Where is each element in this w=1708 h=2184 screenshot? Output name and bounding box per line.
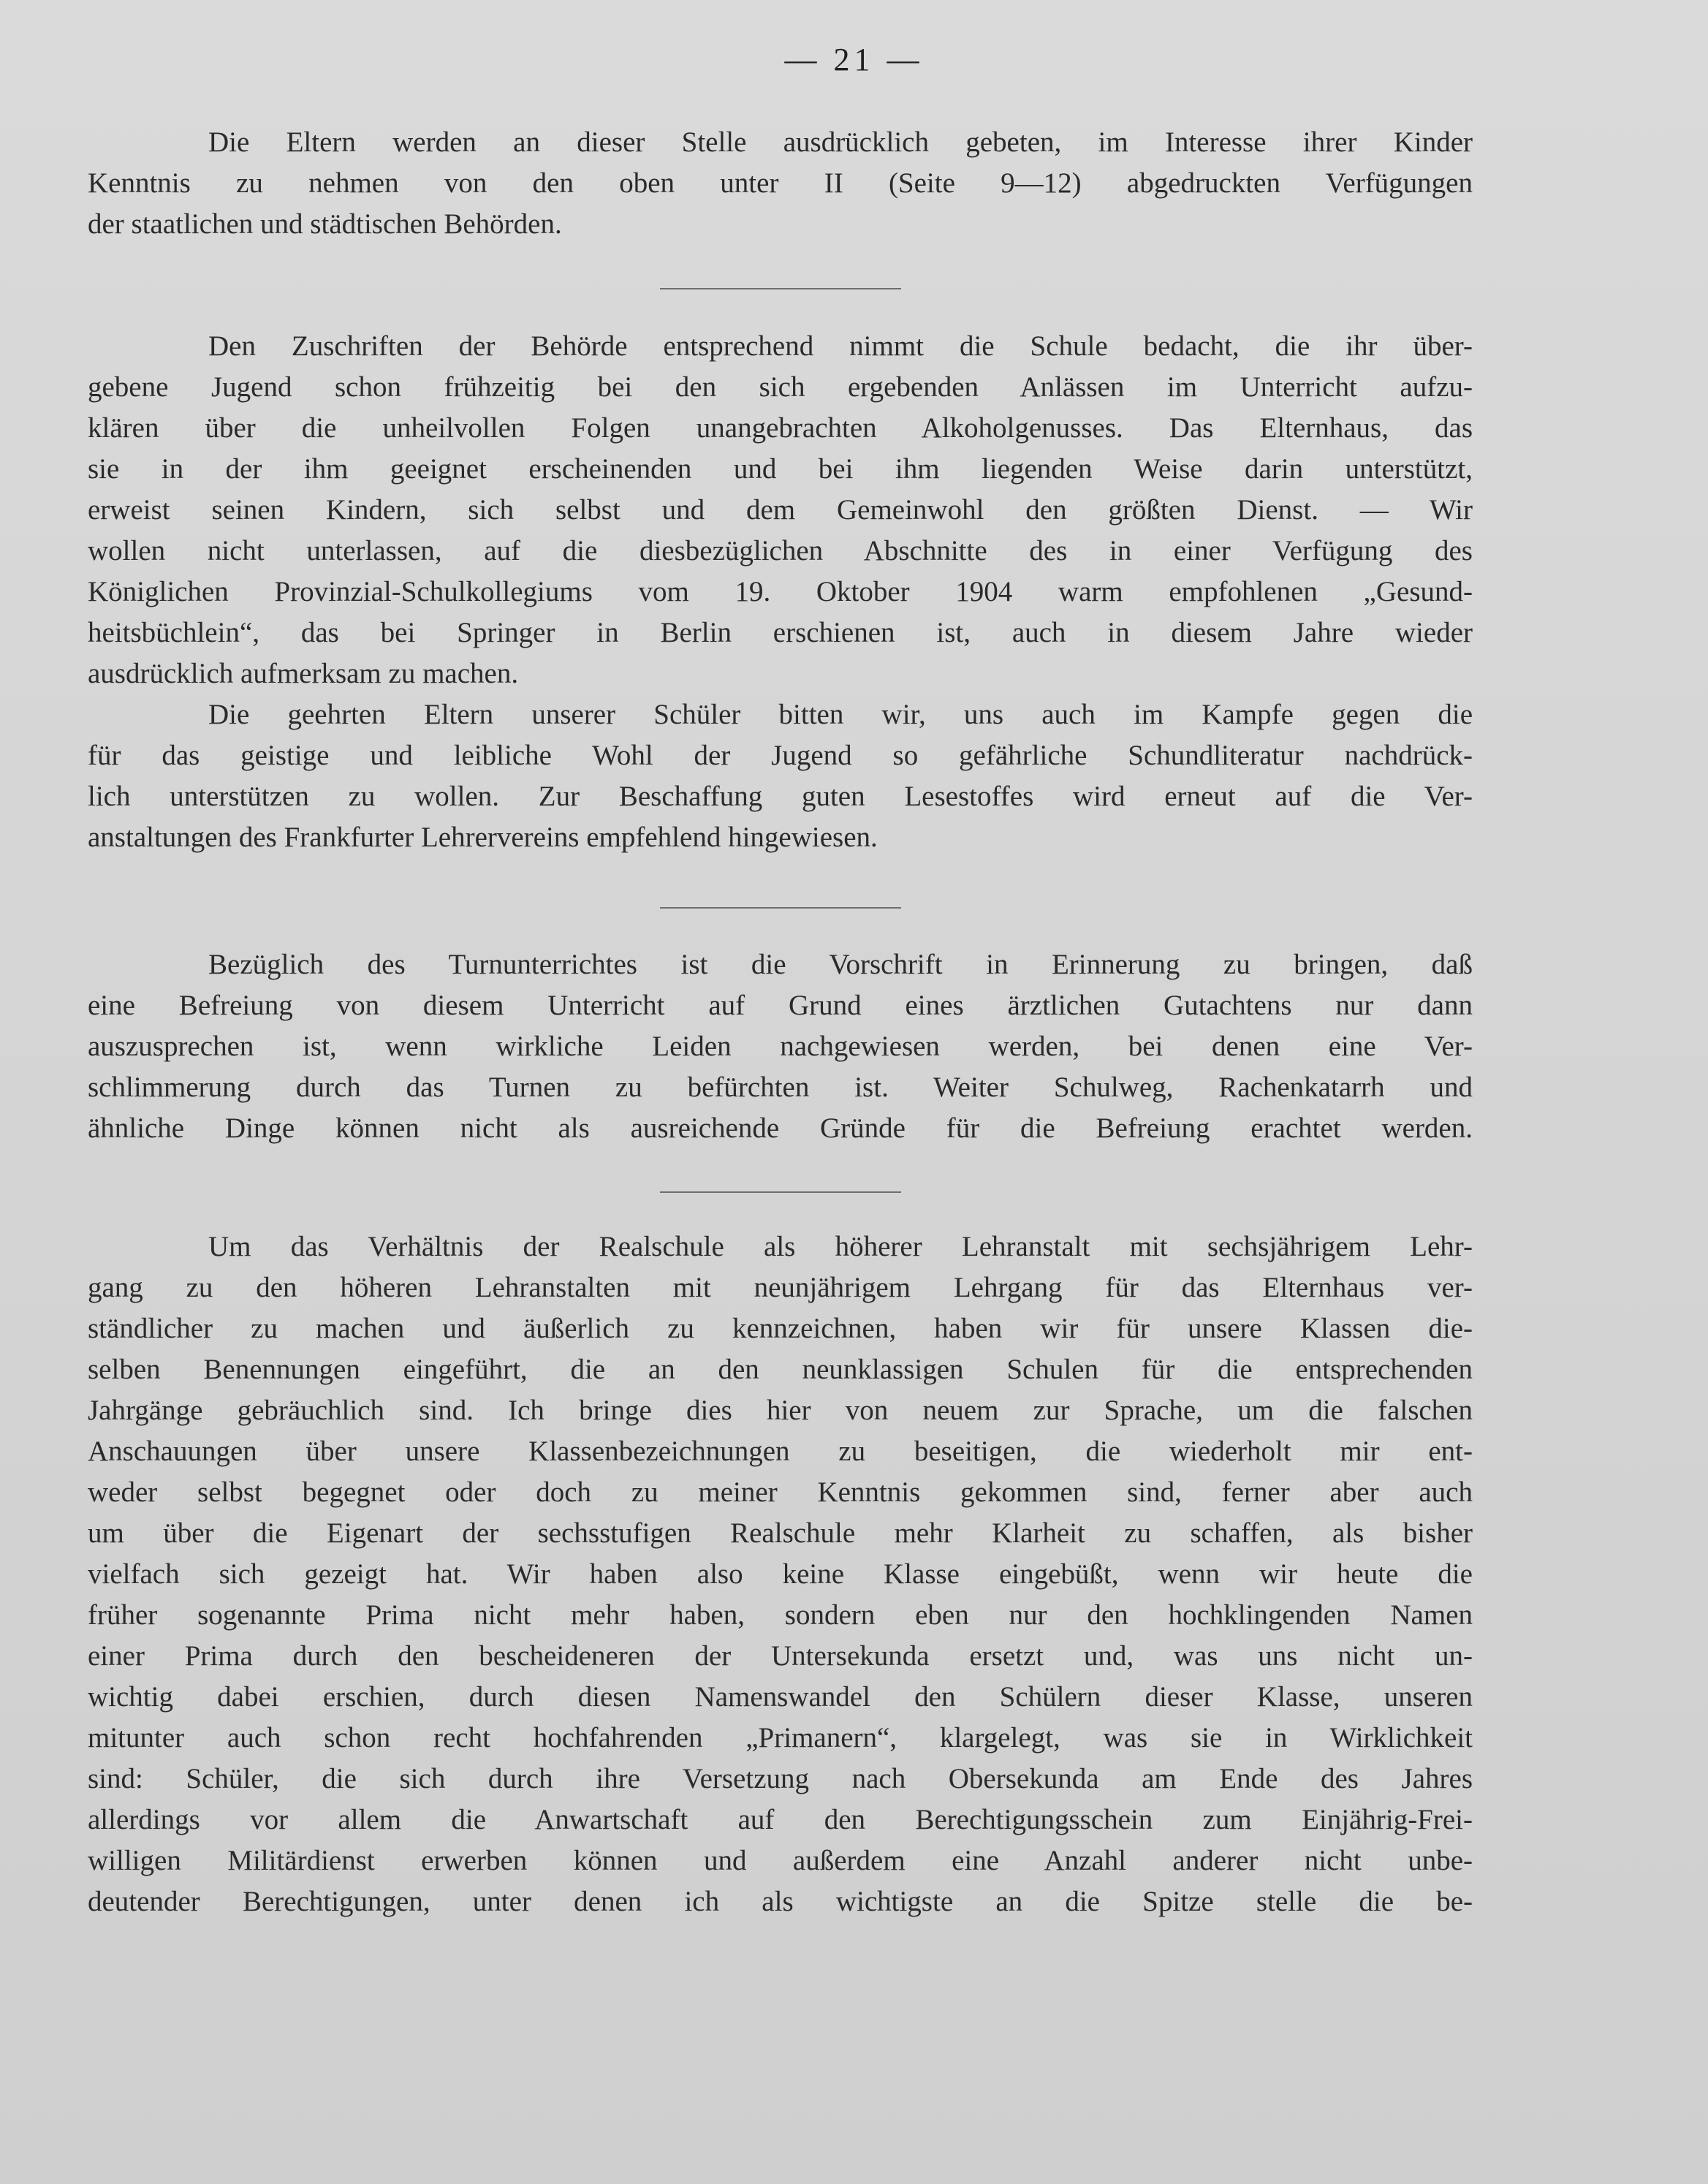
- text-line: selben Benennungen eingeführt, die an den neunklassigen Schulen für die entsprechenden: [88, 1354, 1473, 1385]
- text-line: deutender Berechtigungen, unter denen ich als wichtigste an die Spitze stelle die be-: [88, 1886, 1473, 1917]
- text-line: der staatlichen und städtischen Behörden.: [88, 208, 562, 240]
- text-line: erweist seinen Kindern, sich selbst und dem Gemeinwohl den größten Dienst. — Wir: [88, 494, 1473, 526]
- paragraph-class-names: [88, 1226, 1473, 1922]
- paragraph-trash-literature: [88, 694, 1473, 858]
- text-line: wollen nicht unterlassen, auf die diesbezüglichen Abschnitte des in einer Verfügung des: [88, 535, 1473, 566]
- paragraph-gymnastics: [88, 944, 1473, 1149]
- text-line: ausdrücklich aufmerksam zu machen.: [88, 658, 519, 689]
- text-line: eine Befreiung von diesem Unterricht auf Grund eines ärztlichen Gutachtens nur dann: [88, 990, 1473, 1021]
- text-line: klären über die unheilvollen Folgen unangebrachten Alkoholgenusses. Das Elternhaus, das: [88, 412, 1473, 444]
- text-line: für das geistige und leibliche Wohl der Jugend so gefährliche Schundliteratur nachdrück-: [88, 740, 1473, 771]
- text-line: anstaltungen des Frankfurter Lehrervereins empfehlend hingewiesen.: [88, 822, 878, 853]
- text-line: Jahrgänge gebräuchlich sind. Ich bringe dies hier von neuem zur Sprache, um die falschen: [88, 1395, 1473, 1426]
- text-line: wichtig dabei erschien, durch diesen Namenswandel den Schülern dieser Klasse, unseren: [88, 1681, 1473, 1713]
- text-line: gang zu den höheren Lehranstalten mit neunjährigem Lehrgang für das Elternhaus ver-: [88, 1272, 1473, 1303]
- text-line: Königlichen Provinzial-Schulkollegiums vom 19. Oktober 1904 warm empfohlenen „Gesund-: [88, 576, 1473, 607]
- text-line: Die geehrten Eltern unserer Schüler bitten wir, uns auch im Kampfe gegen die: [208, 699, 1473, 730]
- text-line: Den Zuschriften der Behörde entsprechend nimmt die Schule bedacht, die ihr über-: [208, 330, 1473, 362]
- text-line: Bezüglich des Turnunterrichtes ist die Vorschrift in Erinnerung zu bringen, daß: [208, 949, 1473, 980]
- section-divider: [660, 907, 901, 909]
- text-line: willigen Militärdienst erwerben können und außerdem eine Anzahl anderer nicht unbe-: [88, 1845, 1473, 1876]
- text-line: einer Prima durch den bescheideneren der Untersekunda ersetzt und, was uns nicht un-: [88, 1640, 1473, 1672]
- paragraph-parental-notice: [88, 122, 1473, 245]
- text-line: schlimmerung durch das Turnen zu befürchten ist. Weiter Schulweg, Rachenkatarrh und: [88, 1072, 1473, 1103]
- text-line: um über die Eigenart der sechsstufigen Realschule mehr Klarheit zu schaffen, als bisher: [88, 1517, 1473, 1549]
- text-line: weder selbst begegnet oder doch zu meiner Kenntnis gekommen sind, ferner aber auch: [88, 1476, 1473, 1508]
- page-number: — 21 —: [784, 42, 924, 77]
- text-line: auszusprechen ist, wenn wirkliche Leiden nachgewiesen werden, bei denen eine Ver-: [88, 1031, 1473, 1062]
- text-line: allerdings vor allem die Anwartschaft auf den Berechtigungsschein zum Einjährig-Frei-: [88, 1804, 1473, 1835]
- text-line: sie in der ihm geeignet erscheinenden und bei ihm liegenden Weise darin unterstützt,: [88, 453, 1473, 485]
- section-divider: [660, 288, 901, 289]
- text-line: mitunter auch schon recht hochfahrenden „Primanern“, klargelegt, was sie in Wirklichkeit: [88, 1722, 1473, 1753]
- text-line: gebene Jugend schon frühzeitig bei den sich ergebenden Anlässen im Unterricht aufzu-: [88, 371, 1473, 403]
- text-line: Anschauungen über unsere Klassenbezeichnungen zu beseitigen, die wiederholt mir ent-: [88, 1436, 1473, 1467]
- text-line: Um das Verhältnis der Realschule als höherer Lehranstalt mit sechsjährigem Lehr-: [208, 1231, 1473, 1262]
- text-line: heitsbüchlein“, das bei Springer in Berlin erschienen ist, auch in diesem Jahre wieder: [88, 617, 1473, 648]
- text-line: vielfach sich gezeigt hat. Wir haben also keine Klasse eingebüßt, wenn wir heute die: [88, 1558, 1473, 1590]
- text-line: lich unterstützen zu wollen. Zur Beschaffung guten Lesestoffes wird erneut auf die Ver-: [88, 781, 1473, 812]
- paragraph-alcohol-education: [88, 326, 1473, 694]
- section-divider: [660, 1191, 901, 1193]
- text-line: ständlicher zu machen und äußerlich zu kennzeichnen, haben wir für unsere Klassen die-: [88, 1313, 1473, 1344]
- text-line: Die Eltern werden an dieser Stelle ausdrücklich gebeten, im Interesse ihrer Kinder: [208, 126, 1473, 158]
- text-line: ähnliche Dinge können nicht als ausreichende Gründe für die Befreiung erachtet werden.: [88, 1112, 1473, 1144]
- text-line: früher sogenannte Prima nicht mehr haben, sondern eben nur den hochklingenden Namen: [88, 1599, 1473, 1631]
- text-line: Kenntnis zu nehmen von den oben unter II (Seite 9—12) abgedruckten Verfügungen: [88, 167, 1473, 199]
- text-line: sind: Schüler, die sich durch ihre Versetzung nach Obersekunda am Ende des Jahres: [88, 1763, 1473, 1794]
